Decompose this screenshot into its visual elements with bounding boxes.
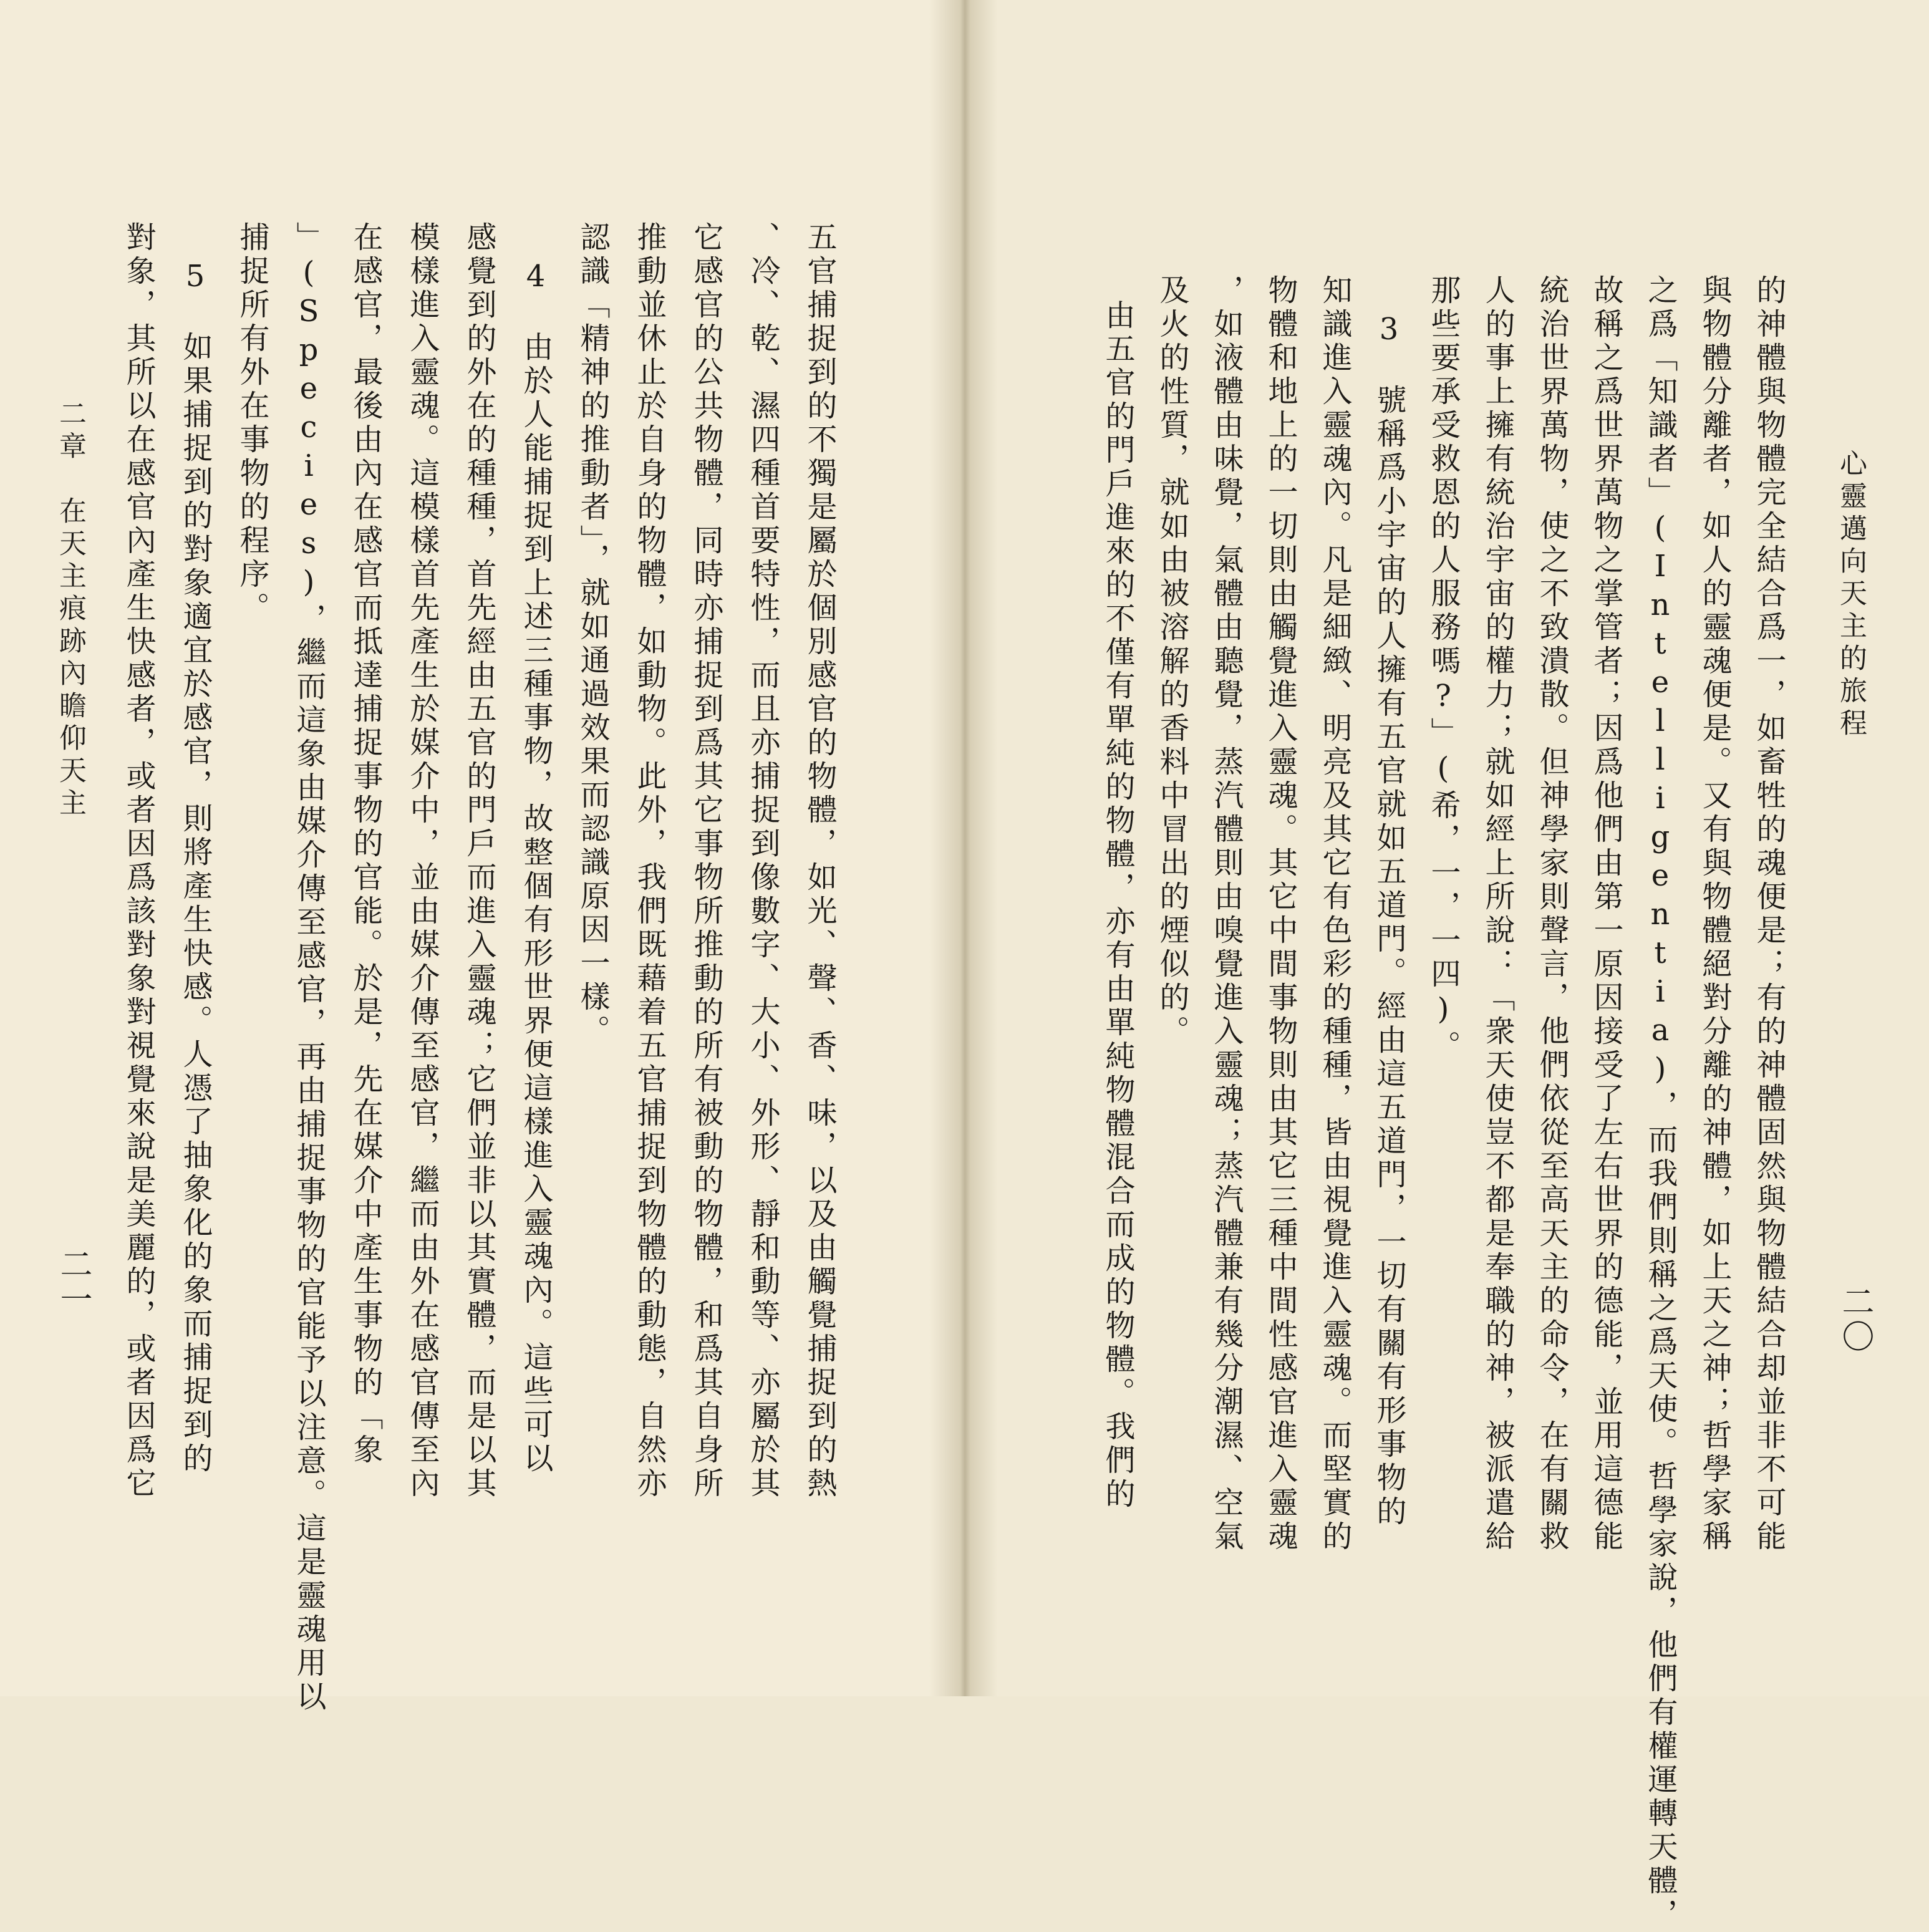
text-column: 」(Species)，繼而這象由媒介傳至感官，再由捕捉事物的官能予以注意。這是靈魂用以 [291,221,326,1714]
text-column: 4 由於人能捕捉到上述三種事物，故整個有形世界便這樣進入靈魂內。這些可以 [518,259,553,1476]
right-page [964,0,1929,1932]
text-column: 5 如果捕捉到的對象適宜於感官，則將產生快感。人憑了抽象化的象而捕捉到的 [178,259,213,1476]
text-column: 3 號稱爲小宇宙的人擁有五官就如五道門。經由這五道門，一切有關有形事物的 [1371,312,1406,1529]
text-column: 五官捕捉到的不獨是屬於個別感官的物體，如光、聲、香、味，以及由觸覺捕捉到的熱 [802,221,837,1501]
left-running-head: 二章 在天主痕跡內瞻仰天主 [54,399,86,821]
text-column: 那些要承受救恩的人服務嗎?」(希，一，一四)。 [1426,274,1461,1064]
right-page-number: 二〇 [1836,1285,1873,1355]
text-column: 對象，其所以在感官內產生快感者，或者因爲該對象對視覺來說是美麗的，或者因爲它 [121,221,156,1501]
text-column: 在感官，最後由內在感官而抵達捕捉事物的官能。於是，先在媒介中產生事物的「象 [348,221,383,1467]
text-column: 人的事上擁有統治宇宙的權力；就如經上所說：「衆天使豈不都是奉職的神，被派遣給 [1480,274,1515,1554]
book-gutter [929,0,998,1696]
text-column: 由五官的門戶進來的不僅有單純的物體，亦有由單純物體混合而成的物體。我們的 [1100,299,1135,1512]
right-running-head: 心靈邁向天主的旅程 [1835,449,1867,741]
text-column: 的神體與物體完全結合爲一，如畜牲的魂便是；有的神體固然與物體結合却並非不可能 [1751,274,1786,1554]
text-column: 認識「精神的推動者」，就如通過效果而認識原因一樣。 [575,221,610,1048]
text-column: 、冷、乾、濕四種首要特性，而且亦捕捉到像數字、大小、外形、靜和動等、亦屬於其 [745,221,780,1501]
left-page [0,0,964,1714]
left-page-number: 二一 [54,1247,92,1317]
text-column: 知識進入靈魂內。凡是細緻、明亮及其它有色彩的種種，皆由視覺進入靈魂。而堅實的 [1317,274,1352,1554]
text-column: 統治世界萬物，使之不致潰散。但神學家則聲言，他們依從至高天主的命令，在有關救 [1534,274,1569,1554]
text-column: 故稱之爲世界萬物之掌管者；因爲他們由第一原因接受了左右世界的德能，並用這德能 [1588,274,1623,1554]
text-column: ，如液體由味覺，氣體由聽覺，蒸汽體則由嗅覺進入靈魂；蒸汽體兼有幾分潮濕、空氣 [1209,274,1244,1554]
text-column: 及火的性質，就如由被溶解的香料中冒出的煙似的。 [1154,274,1189,1049]
text-column: 之爲「知識者」(Intelligentia)，而我們則稱之爲天使。哲學家說，他們有權運轉天體， [1643,274,1678,1932]
text-column: 物體和地上的一切則由觸覺進入靈魂。其它中間事物則由其它三種中間性感官進入靈魂 [1263,274,1298,1554]
text-column: 與物體分離者，如人的靈魂便是。又有與物體絕對分離的神體，如上天之神；哲學家稱 [1697,274,1732,1554]
text-column: 它感官的公共物體，同時亦捕捉到爲其它事物所推動的所有被動的物體，和爲其自身所 [689,221,723,1501]
text-column: 捕捉所有外在事物的程序。 [234,221,269,625]
text-column: 感覺到的外在的種種，首先經由五官的門戶而進入靈魂；它們並非以其實體，而是以其 [462,221,496,1501]
text-column: 推動並休止於自身的物體，如動物。此外，我們既藉着五官捕捉到物體的動態，自然亦 [632,221,667,1501]
text-column: 模樣進入靈魂。這模樣首先產生於媒介中，並由媒介傳至感官，繼而由外在感官傳至內 [405,221,440,1501]
